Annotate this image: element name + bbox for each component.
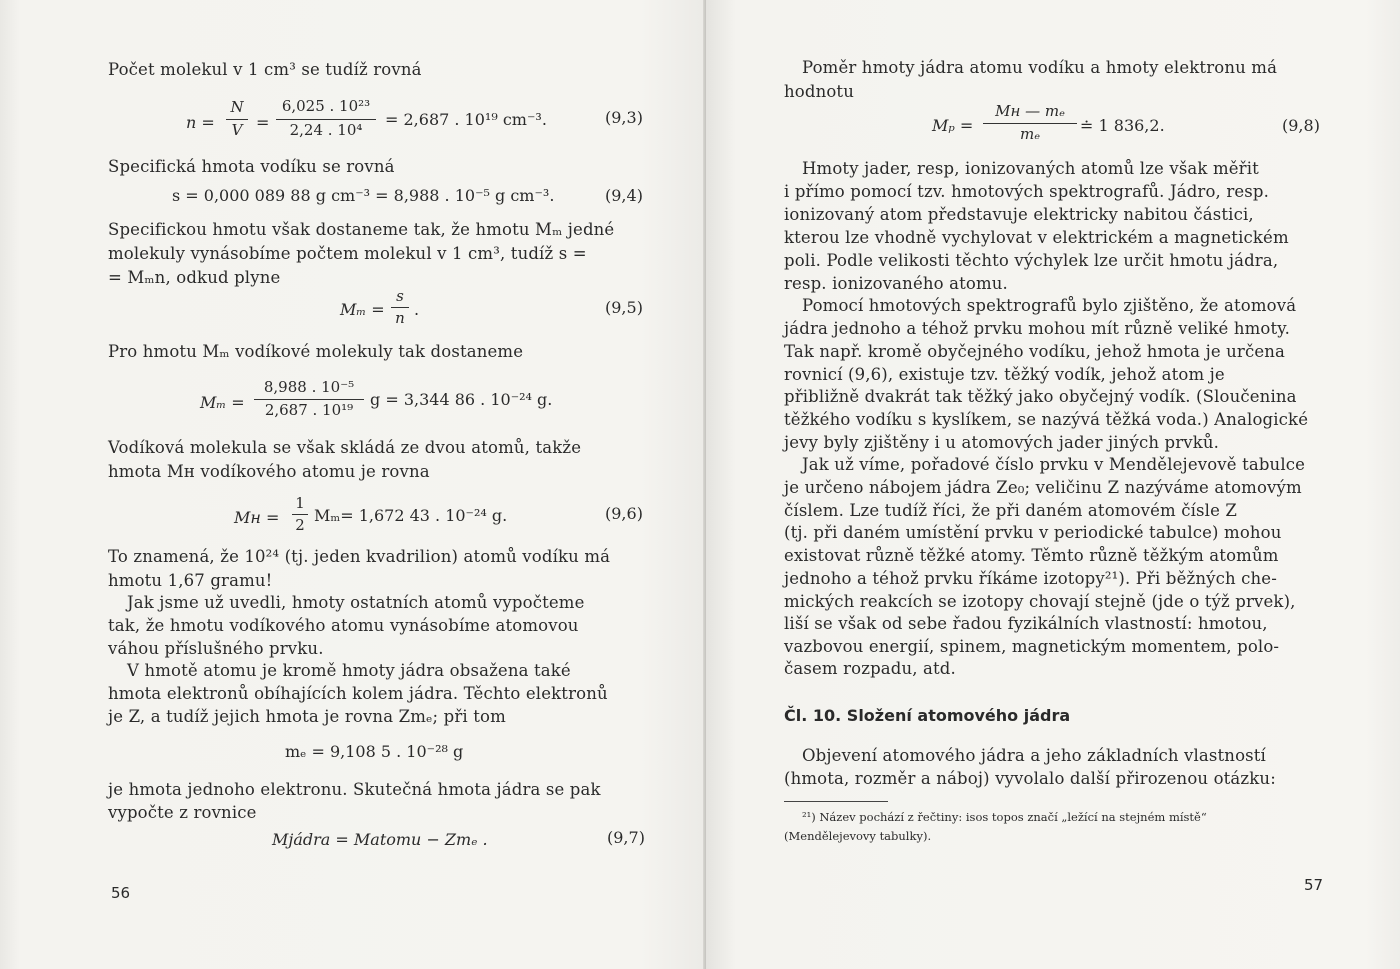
text-line: je určeno nábojem jádra Ze₀; veličinu Z nazýváme atomovým — [784, 478, 1302, 497]
text-line: To znamená, že 10²⁴ (tj. jeden kvadrilion) atomů vodíku má — [108, 547, 611, 566]
text-line: tak, že hmotu vodíkového atomu vynásobíme atomovou — [108, 616, 579, 635]
text-line: hmotu 1,67 gramu! — [108, 571, 273, 590]
section-heading: Čl. 10. Složení atomového jádra — [784, 706, 1071, 725]
text-line: váhou příslušného prvku. — [108, 639, 324, 658]
text-line: poli. Podle velikosti těchto výchylek lze určit hmotu jádra, — [784, 251, 1279, 270]
text-line: existovat různě těžké atomy. Těmto různě těžkým atomům — [784, 546, 1279, 565]
text-line: mických reakcích se izotopy chovají stejně (jde o týž prvek), — [784, 592, 1296, 611]
footnote: ²¹) Název pochází z řečtiny: isos topos značí „ležící na stejném místě“ — [802, 810, 1207, 824]
text-line: (tj. při daném umístění prvku v periodické tabulce) mohou — [784, 523, 1282, 542]
text-line: Pomocí hmotových spektrografů bylo zjištěno, že atomová — [802, 296, 1297, 315]
text-line: liší se však od sebe řadou fyzikálních vlastností: hmotou, — [784, 614, 1268, 633]
text-line: hmota elektronů obíhajících kolem jádra. Těchto elektronů — [108, 684, 608, 703]
text-line: V hmotě atomu je kromě hmoty jádra obsažena také — [127, 661, 571, 680]
text-line: jevy byly zjištěny i u atomových jader jiných prvků. — [784, 433, 1220, 452]
text-line: kterou lze vhodně vychylovat v elektrickém a magnetickém — [784, 228, 1289, 247]
right-page: Poměr hmoty jádra atomu vodíku a hmoty elektronu má hodnotu Mₚ = Mн — mₑ mₑ ≐ 1 836,2. (9,8) Hmoty jader, resp, ionizovaných atomů lze však měřit i přímo pomocí tzv. hmotových spektrografů. Jádro, resp. ionizovaný atom představuje elektricky nabitou částici, kterou lze vhodně vychylovat v elektrickém a magnetickém poli. Podle velikosti těchto výchylek lze určit hmotu jádra, resp. ionizovaného atomu. Pomocí hmotových spektrografů bylo zjištěno, že atomová jádra jednoho a téhož prvku mohou mít různě veliké hmoty. Tak např. kromě obyčejného vodíku, jehož hmota je určena rovnicí (9,6), existuje tzv. těžký vodík, jehož atom je přibližně dvakrát tak těžký jako obyčejný vodík. (Sloučenina těžkého vodíku s kyslíkem, se nazývá těžká voda.) Analogické jevy byly zjištěny i u atomových jader jiných prvků. Jak už víme, pořadové číslo prvku v Mendělejevově tabulce je určeno nábojem jádra Ze₀; veličinu Z nazýváme atomovým číslem. Lze tudíž říci, že při daném atomovém čísle Z (tj. při daném umístění prvku v periodické tabulce) mohou existovat různě těžké atomy. Těmto různě těžkým atomům jednoho a téhož prvku říkáme izotopy²¹). Při běžných che- mických reakcích se izotopy chovají stejně (jde o týž prvek), liší se však od sebe řadou fyzikálních vlastností: hmotou, vazbovou energií, spinem, magnetickým momentem, polo- časem rozpadu, atd. Čl. 10. Složení atomového jádra Objevení atomového jádra a jeho základních vlastností (hmota, rozměr a náboj) vyvolalo další přirozenou otázku: ²¹) Název pochází z řečtiny: isos topos značí „ležící na stejném místě“ (Mendělejevovy tabulky). 57 — [706, 0, 1400, 969]
text-line: časem rozpadu, atd. — [784, 659, 956, 678]
text-line: jádra jednoho a téhož prvku mohou mít různě veliké hmoty. — [784, 319, 1290, 338]
text-line: = Mₘn, odkud plyne — [108, 268, 281, 287]
text-line: Specifickou hmotu však dostaneme tak, že hmotu Mₘ jedné — [108, 220, 615, 239]
text-line: Jak už víme, pořadové číslo prvku v Mendělejevově tabulce — [802, 455, 1306, 474]
text-line: přibližně dvakrát tak těžký jako obyčejný vodík. (Sloučenina — [784, 387, 1297, 406]
footnote: (Mendělejevovy tabulky). — [784, 829, 932, 843]
left-page: Počet molekul v 1 cm³ se tudíž rovná n = N V = 6,025 . 10²³ 2,24 . 10⁴ = 2,687 . 10¹⁹ cm⁻³. (9,3) Specifická hmota vodíku se rovná s = 0,000 089 88 g cm⁻³ = 8,988 . 10⁻⁵ g cm⁻³. (9,4) Specifickou hmotu však dostaneme tak, že hmotu Mₘ jedné molekuly vynásobíme počtem molekul v 1 cm³, tudíž s = = Mₘn, odkud plyne Mₘ = s n . (9,5) Pro hmotu Mₘ vodíkové molekuly tak dostaneme Mₘ = 8,988 . 10⁻⁵ 2,687 . 10¹⁹ g = 3,344 86 . 10⁻²⁴ g. Vodíková molekula se však skládá ze dvou atomů, takže hmota Mн vodíkového atomu je rovna Mн = 1 2 Mₘ= 1,672 43 . 10⁻²⁴ g. (9,6) To znamená, že 10²⁴ (tj. jeden kvadrilion) atomů vodíku má hmotu 1,67 gramu! Jak jsme už uvedli, hmoty ostatních atomů vypočteme tak, že hmotu vodíkového atomu vynásobíme atomovou váhou příslušného prvku. V hmotě atomu je kromě hmoty jádra obsažena také hmota elektronů obíhajících kolem jádra. Těchto elektronů je Z, a tudíž jejich hmota je rovna Zmₑ; při tom mₑ = 9,108 5 . 10⁻²⁸ g je hmota jednoho elektronu. Skutečná hmota jádra se pak vypočte z rovnice Mjádra = Matomu − Zmₑ . (9,7) 56 — [0, 0, 706, 969]
text-line: i přímo pomocí tzv. hmotových spektrografů. Jádro, resp. — [784, 182, 1270, 201]
page-number: 57 — [1304, 876, 1324, 894]
footnote-rule — [784, 801, 888, 802]
text-line: Hmoty jader, resp, ionizovaných atomů lze však měřit — [802, 159, 1259, 178]
text-line: Počet molekul v 1 cm³ se tudíž rovná — [108, 60, 422, 79]
text-line: je hmota jednoho elektronu. Skutečná hmota jádra se pak — [108, 780, 601, 799]
text-line: Objevení atomového jádra a jeho základních vlastností — [802, 746, 1266, 765]
text-line: hmota Mн vodíkového atomu je rovna — [108, 462, 430, 481]
text-line: těžkého vodíku s kyslíkem, se nazývá těžká voda.) Analogické — [784, 410, 1309, 429]
text-line: Specifická hmota vodíku se rovná — [108, 157, 395, 176]
text-line: resp. ionizovaného atomu. — [784, 274, 1008, 293]
text-line: je Z, a tudíž jejich hmota je rovna Zmₑ; při tom — [108, 707, 506, 726]
text-line: vypočte z rovnice — [108, 803, 257, 822]
equation-me: mₑ = 9,108 5 . 10⁻²⁸ g — [285, 742, 464, 761]
text-line: molekuly vynásobíme počtem molekul v 1 cm³, tudíž s = — [108, 244, 587, 263]
text-line: ionizovaný atom představuje elektricky nabitou částici, — [784, 205, 1254, 224]
text-line: (hmota, rozměr a náboj) vyvolalo další přirozenou otázku: — [784, 769, 1276, 788]
text-line: Jak jsme už uvedli, hmoty ostatních atomů vypočteme — [127, 593, 585, 612]
text-line: Pro hmotu Mₘ vodíkové molekuly tak dostaneme — [108, 342, 524, 361]
text-line: jednoho a téhož prvku říkáme izotopy²¹). Při běžných che- — [784, 569, 1277, 588]
text-line: Vodíková molekula se však skládá ze dvou atomů, takže — [108, 438, 582, 457]
page-number: 56 — [111, 884, 131, 902]
text-line: Poměr hmoty jádra atomu vodíku a hmoty elektronu má — [802, 58, 1278, 77]
text-line: vazbovou energií, spinem, magnetickým momentem, polo- — [784, 637, 1280, 656]
text-line: číslem. Lze tudíž říci, že při daném atomovém čísle Z — [784, 501, 1238, 520]
text-line: Tak např. kromě obyčejného vodíku, jehož hmota je určena — [784, 342, 1286, 361]
text-line: rovnicí (9,6), existuje tzv. těžký vodík, jehož atom je — [784, 365, 1225, 384]
text-line: hodnotu — [784, 82, 854, 101]
